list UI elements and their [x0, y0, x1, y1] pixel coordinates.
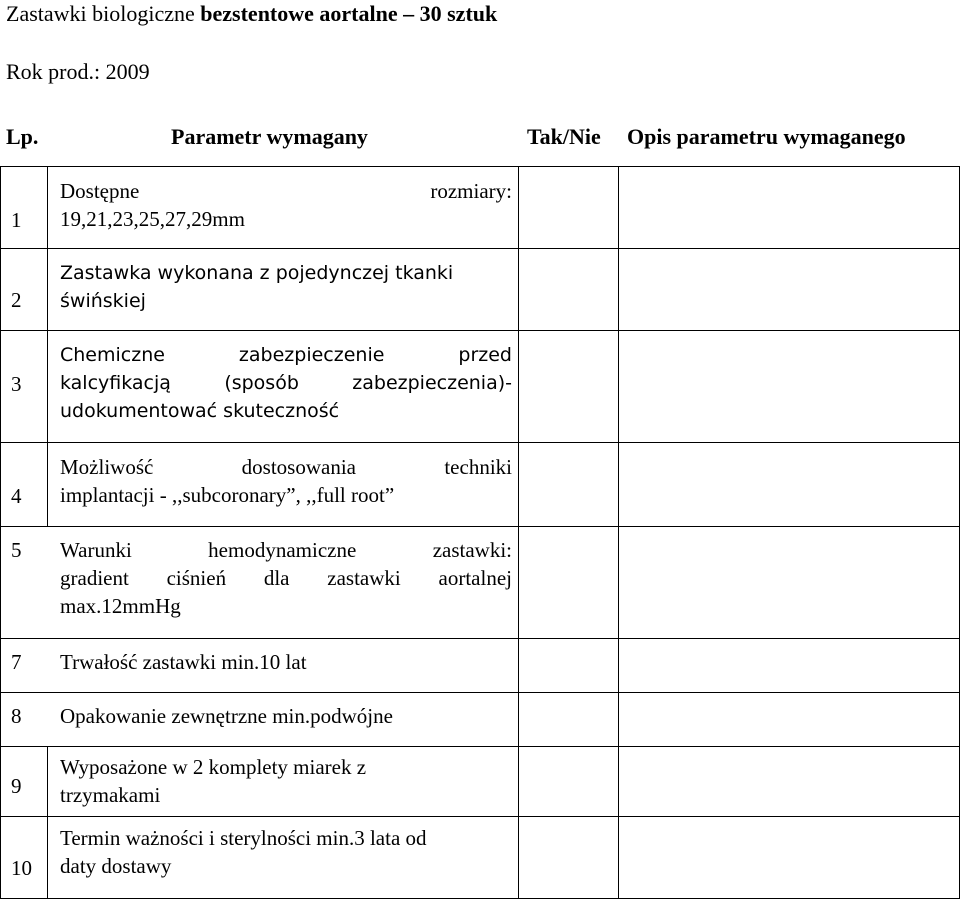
table-row [0, 526, 960, 638]
desc-line: Trwałość zastawki min.10 lat [60, 650, 307, 674]
header-lp: Lp. [6, 124, 39, 149]
row-number: 2 [11, 288, 22, 312]
desc-line: Możliwość dostosowania techniki [60, 455, 512, 479]
row-description [60, 824, 512, 880]
desc-line: 19,21,23,25,27,29mm [60, 207, 245, 231]
row-number: 1 [11, 208, 22, 232]
desc-line-text: Zastawka wykonana z pojedynczej tkanki [60, 262, 454, 284]
table-row [0, 692, 960, 746]
col-divider-lp-left [0, 166, 1, 899]
header-tak-nie: Tak/Nie [527, 124, 601, 149]
row-number: 10 [11, 856, 32, 880]
table-row [0, 746, 960, 816]
col-divider-tak [518, 166, 519, 899]
table-row [0, 166, 960, 248]
desc-line: gradient ciśnień dla zastawki aortalnej [60, 566, 512, 590]
row-description [60, 453, 512, 509]
row-description [60, 536, 512, 620]
desc-line: Warunki hemodynamiczne zastawki: [60, 538, 512, 562]
desc-line: Opakowanie zewnętrzne min.podwójne [60, 704, 393, 728]
header-param: Parametr wymagany [171, 124, 368, 149]
row-number: 5 [11, 538, 22, 562]
row-number: 4 [11, 484, 22, 508]
row-number: 3 [11, 372, 22, 396]
desc-line [60, 259, 512, 287]
col-divider-lp [47, 166, 48, 526]
row-number: 8 [11, 704, 22, 728]
document-title [6, 0, 497, 28]
table-row [0, 248, 960, 330]
row-description [60, 753, 512, 809]
desc-line: kalcyfikacją (sposób zabezpieczenia)- [60, 372, 512, 394]
row-number: 9 [11, 774, 22, 798]
col-divider-opis [618, 166, 619, 899]
desc-line: max.12mmHg [60, 594, 181, 618]
header-opis: Opis parametru wymaganego [627, 124, 906, 149]
row-number: 7 [11, 650, 22, 674]
desc-line: Wyposażone w 2 komplety miarek z [60, 755, 367, 779]
col-divider-lp-small [47, 746, 48, 899]
desc-line: świńskiej [60, 290, 146, 312]
table-row [0, 816, 960, 898]
row-description [60, 259, 512, 315]
table-row [0, 442, 960, 526]
title-normal: Zastawki biologiczne [6, 1, 201, 26]
desc-line: Dostępne [60, 179, 140, 203]
title-bold: bezstentowe aortalne – 30 sztuk [200, 1, 498, 26]
table-row [0, 330, 960, 442]
desc-line: Termin ważności i sterylności min.3 lata od [60, 826, 427, 850]
desc-line: trzymakami [60, 783, 161, 807]
desc-line: udokumentować skuteczność [60, 400, 340, 422]
desc-line: daty dostawy [60, 854, 172, 878]
row-description [60, 648, 512, 676]
table-header [0, 121, 960, 153]
desc-line: rozmiary: [430, 179, 512, 203]
desc-line: implantacji - ,,subcoronary”, ,,full root” [60, 483, 395, 507]
desc-line: Chemiczne zabezpieczenie przed [60, 344, 512, 366]
row-description [60, 702, 512, 730]
row-description [60, 341, 512, 425]
table-row [0, 638, 960, 692]
production-year: Rok prod.: 2009 [6, 59, 150, 84]
row-description [60, 177, 512, 233]
